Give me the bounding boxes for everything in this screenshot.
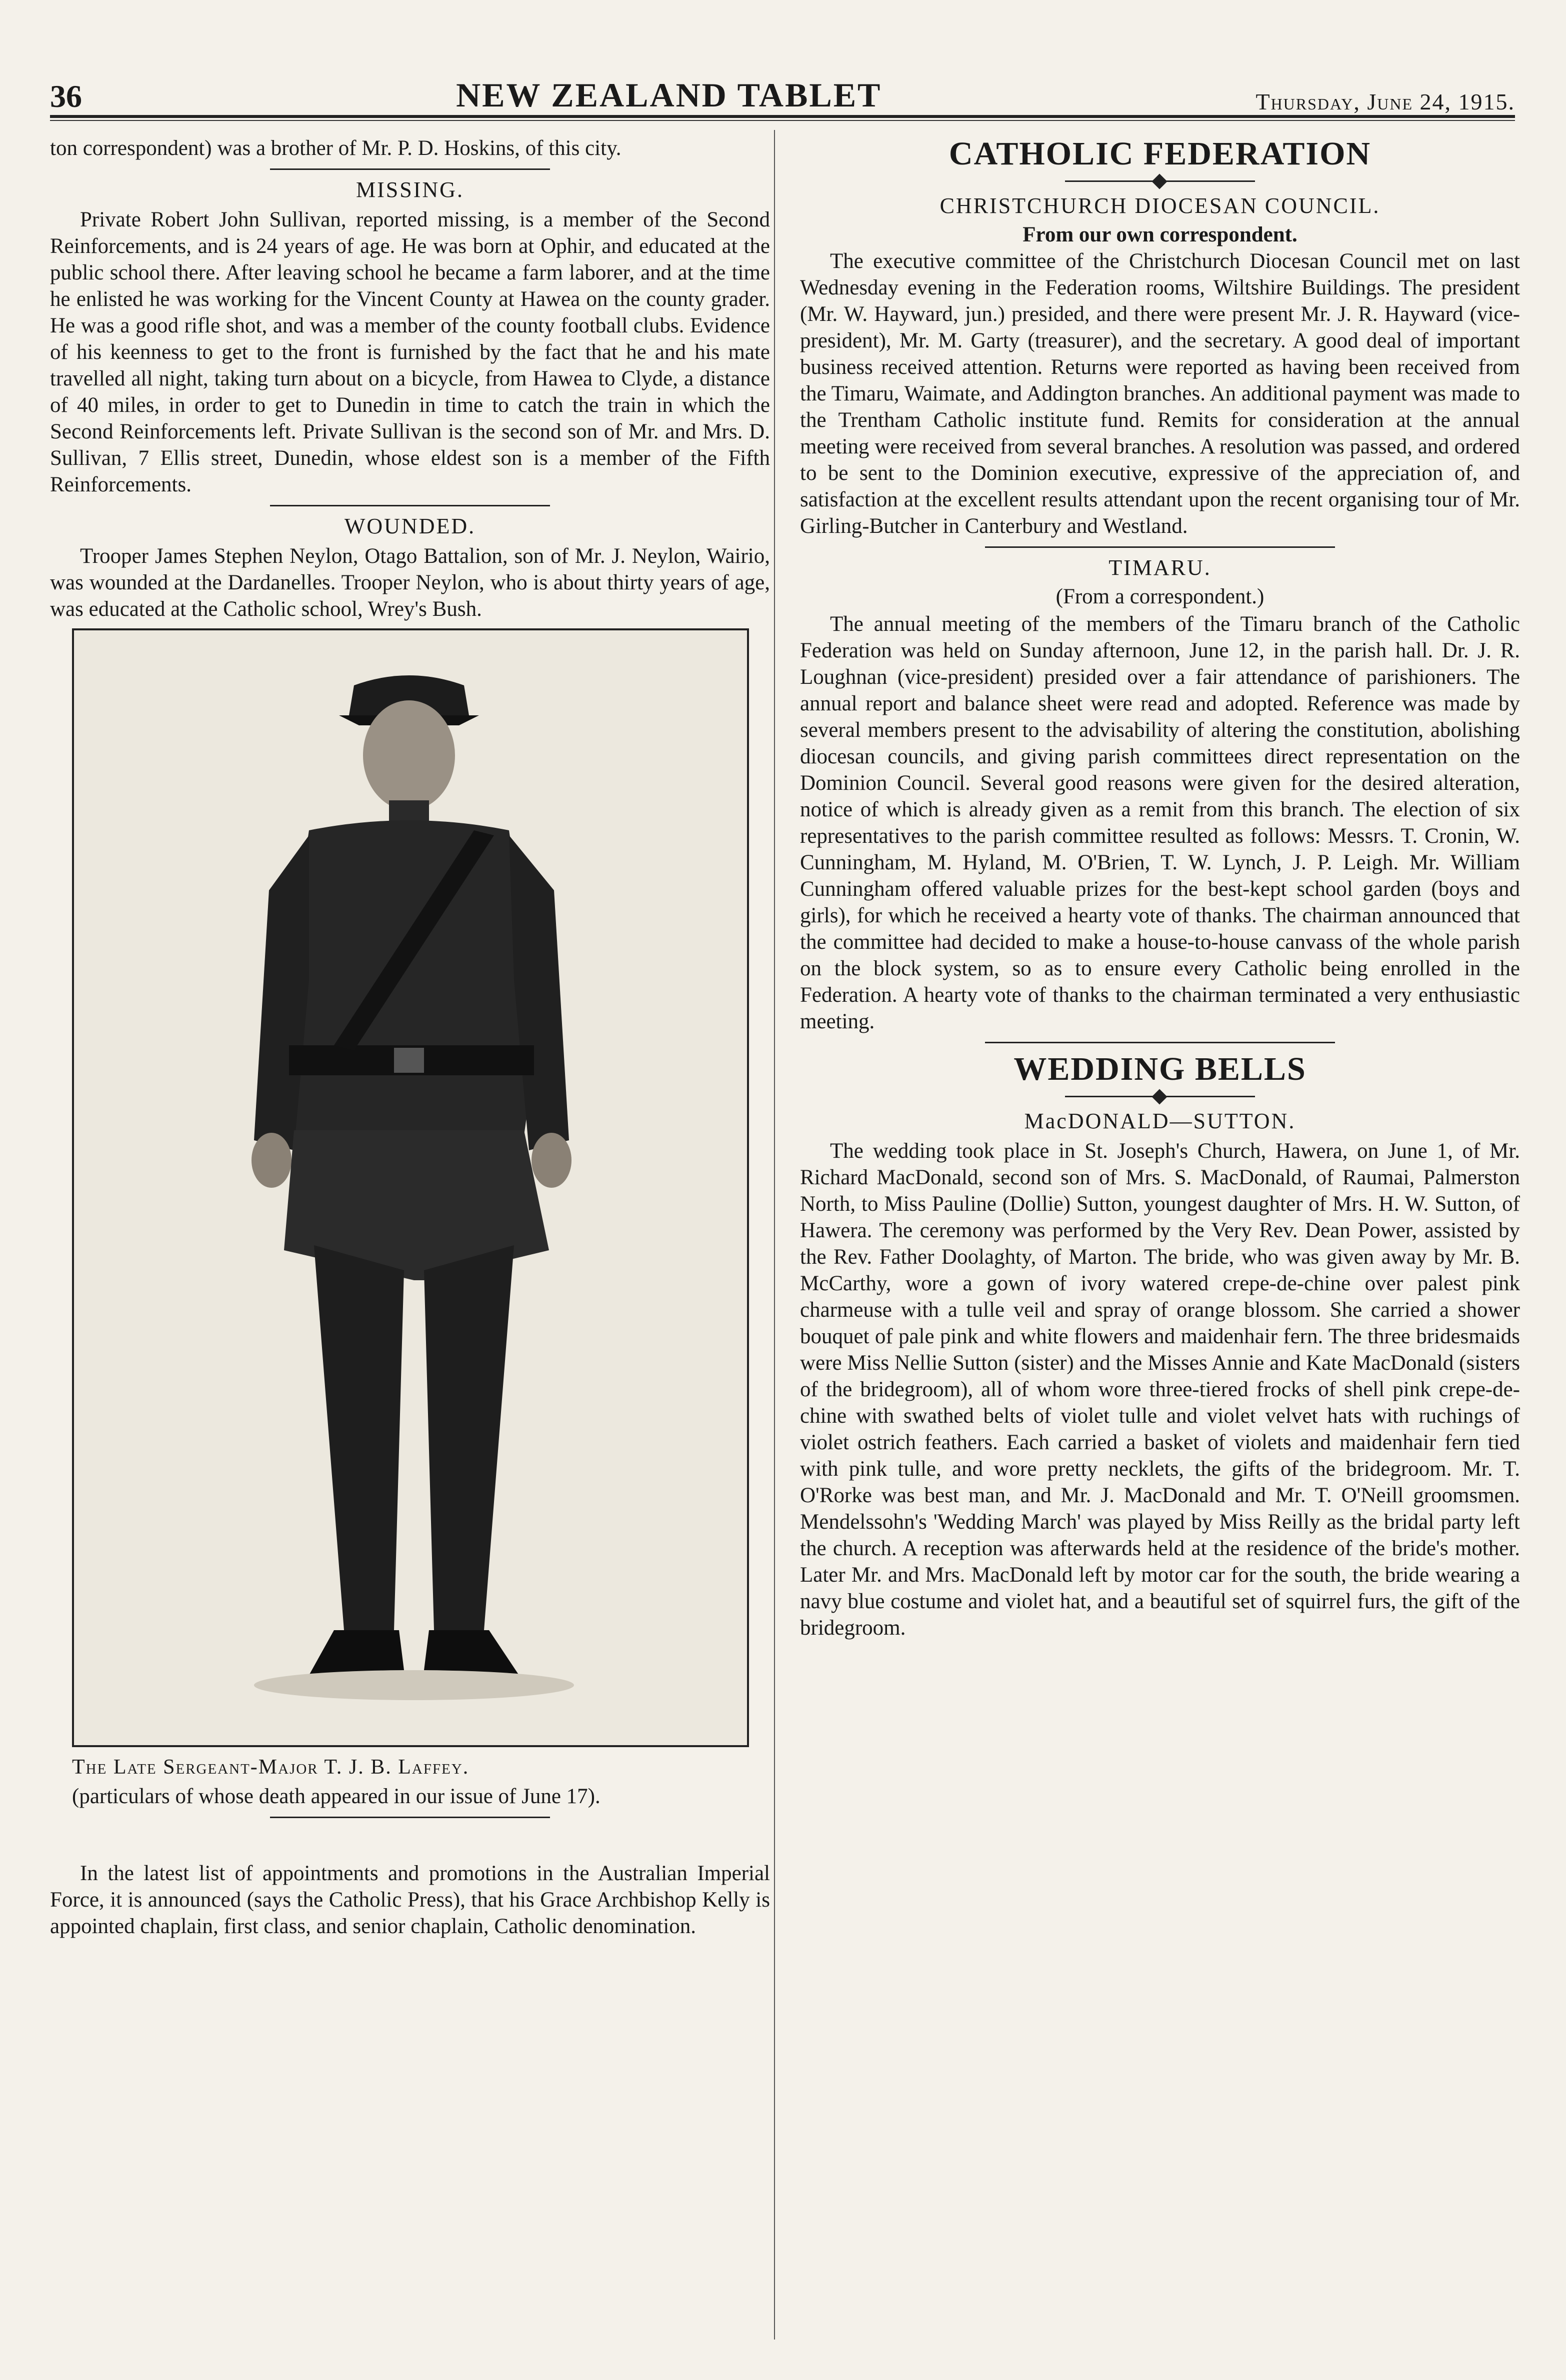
wounded-heading: WOUNDED. bbox=[344, 514, 476, 538]
section-rule bbox=[985, 546, 1335, 548]
masthead bbox=[50, 60, 1515, 118]
soldier-figure-illustration bbox=[74, 630, 747, 1745]
timaru-byline: (From a correspondent.) bbox=[1056, 585, 1264, 608]
page-number: 36 bbox=[50, 78, 82, 114]
diamond-rule bbox=[1065, 1091, 1255, 1101]
section-rule bbox=[270, 168, 550, 170]
column-divider bbox=[774, 130, 775, 2340]
intro-paragraph: ton correspondent) was a brother of Mr. P. D. Hoskins, of this city. bbox=[50, 136, 622, 160]
federation-heading: CATHOLIC FEDERATION bbox=[948, 135, 1372, 172]
section-rule bbox=[270, 1817, 550, 1818]
wedding-heading: WEDDING BELLS bbox=[1014, 1051, 1306, 1087]
diamond-rule bbox=[1065, 176, 1255, 186]
wedding-article: The wedding took place in St. Joseph's Church, Hawera, on June 1, of Mr. Richard MacDonald, second son of Mrs. S. MacDonald, of Raumai, Palmerston North, to Miss Pauline (Dollie) Sutton, youngest daughter of Mrs. H. W. Sutton, of Hawera. The ceremony was performed by the Very Rev. Dean Power, assisted by the Rev. Father Doolaghty, of Marton. The bride, who was given away by Mr. B. McCarthy, wore a gown of ivory watered crepe-de-chine over palest pink charmeuse with a tulle veil and spray of orange blossom. She carried a shower bouquet of pale pink and white flowers and maidenhair fern. The three bridesmaids were Miss Nellie Sutton (sister) and the Misses Annie and Kate MacDonald (sisters of the bridegroom), all of whom wore three-tiered frocks of shell pink crepe-de-chine with swathed belts of violet tulle and violet velvet hats with ruchings of violet ostrich feathers. Each carried a basket of violets and maidenhair fern tied with pink tulle, and wore pretty necklets, the gifts of the bridegroom. Mr. T. O'Rorke was best man, and Mr. J. MacDonald and Mr. T. O'Neill groomsmen. Mendelssohn's 'Wedding March' was played by Miss Reilly as the bridal party left the church. A reception was afterwards held at the residence of the bride's mother. Later Mr. and Mrs. MacDonald left by motor car for the south, the bride wearing a navy blue costume and violet hat, and a beautiful set of squirrel furs, the gift of the bridegroom. bbox=[800, 1139, 1520, 1640]
section-rule bbox=[270, 505, 550, 506]
photo-caption-note: (particulars of whose death appeared in our issue of June 17). bbox=[72, 1785, 600, 1808]
federation-article: The executive committee of the Christchurch Diocesan Council met on last Wednesday evening in the Federation rooms, Wiltshire Buildings. The president (Mr. W. Hayward, jun.) presided, and there were present Mr. J. R. Hayward (vice-president), Mr. M. Garty (treasurer), and the secretary. A good deal of important business received attention. Returns were reported as having been received from the Timaru, Waimate, and Addington branches. An additional payment was made to the Trentham Catholic institute fund. Remits for consideration at the annual meeting were received from several branches. A resolution was passed, and ordered to be sent to the Dominion executive, expressive of the appreciation of, and satisfaction at the excellent results attendant upon the recent organising tour of Mr. Girling-Butcher in Canterbury and Westland. bbox=[800, 249, 1520, 538]
wounded-article: Trooper James Stephen Neylon, Otago Battalion, son of Mr. J. Neylon, Wairio, was wounded at the Dardanelles. Trooper Neylon, who is about thirty years of age, was educated at the Catholic school, Wrey's Bush. bbox=[50, 544, 770, 621]
masthead-rule bbox=[50, 120, 1515, 121]
newspaper-title: NEW ZEALAND TABLET bbox=[456, 76, 882, 114]
issue-date: Thursday, June 24, 1915. bbox=[1256, 89, 1515, 114]
federation-subheading: CHRISTCHURCH DIOCESAN COUNCIL. bbox=[940, 193, 1380, 218]
left-column bbox=[50, 135, 770, 1940]
timaru-heading: TIMARU. bbox=[1108, 555, 1212, 580]
federation-byline: From our own correspondent. bbox=[1022, 223, 1298, 246]
right-column bbox=[800, 131, 1520, 1641]
photo-caption: The Late Sergeant-Major T. J. B. Laffey. bbox=[72, 1756, 470, 1779]
missing-heading: MISSING. bbox=[356, 177, 464, 202]
timaru-article: The annual meeting of the members of the Timaru branch of the Catholic Federation was held on Sunday afternoon, June 12, in the parish hall. Dr. J. R. Loughnan (vice-president) presided over a fair attendance of parishioners. The annual report and balance sheet were read and adopted. Reference was made by several members present to the advisability of altering the constitution, abolishing diocesan councils, and giving parish committees direct representation on the Dominion Council. Several good reasons were given for the desired alteration, notice of which is already given as a remit from this branch. The election of six representatives to the parish committee resulted as follows: Messrs. T. Cronin, W. Cunningham, M. Hyland, M. O'Brien, T. W. Lynch, J. P. Leigh. Mr. William Cunningham offered valuable prizes for the best-kept school garden (boys and girls), for which he received a hearty vote of thanks. The chairman announced that the committee had decided to make a house-to-house canvass of the whole parish on the block system, so as to ensure every Catholic being enrolled in the Federation. A hearty vote of thanks to the chairman terminated a very enthusiastic meeting. bbox=[800, 612, 1520, 1033]
wedding-subheading: MacDONALD—SUTTON. bbox=[1024, 1109, 1296, 1133]
missing-article: Private Robert John Sullivan, reported missing, is a member of the Second Reinforcements, and is 24 years of age. He was born at Ophir, and educated at the public school there. After leaving school he became a farm laborer, and at the time he enlisted he was working for the Vincent County at Hawea on the county grader. He was a good rifle shot, and was a member of the county football clubs. Evidence of his keenness to get to the front is furnished by the fact that he and his mate travelled all night, taking turn about on a bicycle, from Hawea to Clyde, a distance of 40 miles, in order to get to Dunedin in time to catch the train in which the Second Reinforcements left. Private Sullivan is the second son of Mr. and Mrs. D. Sullivan, 7 Ellis street, Dunedin, whose eldest son is a member of the Fifth Reinforcements. bbox=[50, 208, 770, 496]
appointments-article: In the latest list of appointments and promotions in the Australian Imperial Force, it is announced (says the Catholic Press), that his Grace Archbishop Kelly is appointed chaplain, first class, and senior chaplain, Catholic denomination. bbox=[50, 1862, 770, 1938]
soldier-photograph bbox=[72, 628, 749, 1747]
section-rule bbox=[985, 1042, 1335, 1043]
